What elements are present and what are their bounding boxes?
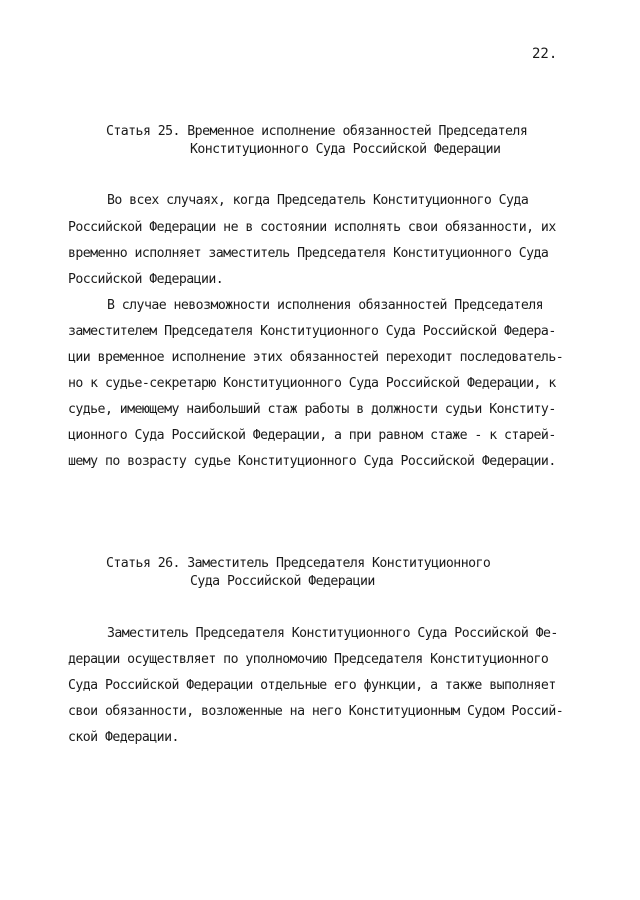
article-26-heading-line-1: Статья 26. Заместитель Председателя Конституционного xyxy=(106,556,491,571)
text-line: шему по возрасту судье Конституционного Суда Российской Федерации. xyxy=(68,454,556,469)
text-line: но к судье-секретарю Конституционного Суда Российской Федерации, к xyxy=(68,376,556,391)
text-line: ции временное исполнение этих обязанностей переходит последователь- xyxy=(68,350,564,365)
text-line: дерации осуществляет по уполномочию Председателя Конституционного xyxy=(68,652,549,667)
text-line: ционного Суда Российской Федерации, а при равном стаже - к старей- xyxy=(68,428,556,443)
text-line: Заместитель Председателя Конституционного Суда Российской Фе- xyxy=(107,626,558,641)
text-line: Во всех случаях, когда Председатель Конституционного Суда xyxy=(107,193,529,208)
article-25-heading-line-2: Конституционного Суда Российской Федерации xyxy=(190,142,501,157)
text-line: Российской Федерации не в состоянии исполнять свои обязанности, их xyxy=(68,220,556,235)
article-26-heading-line-2: Суда Российской Федерации xyxy=(190,574,375,589)
text-line: Российской Федерации. xyxy=(68,272,224,287)
text-line: заместителем Председателя Конституционного Суда Российской Федера- xyxy=(68,324,556,339)
text-line: В случае невозможности исполнения обязанностей Председателя xyxy=(107,298,543,313)
text-line: судье, имеющему наибольший стаж работы в должности судьи Конститу- xyxy=(68,402,556,417)
text-line: Суда Российской Федерации отдельные его функции, а также выполняет xyxy=(68,678,556,693)
page-number: 22. xyxy=(532,46,558,62)
text-line: ской Федерации. xyxy=(68,730,179,745)
text-line: свои обязанности, возложенные на него Конституционным Судом Россий- xyxy=(68,704,564,719)
article-25-heading-line-1: Статья 25. Временное исполнение обязанностей Председателя xyxy=(106,124,528,139)
text-line: временно исполняет заместитель Председателя Конституционного Суда xyxy=(68,246,549,261)
